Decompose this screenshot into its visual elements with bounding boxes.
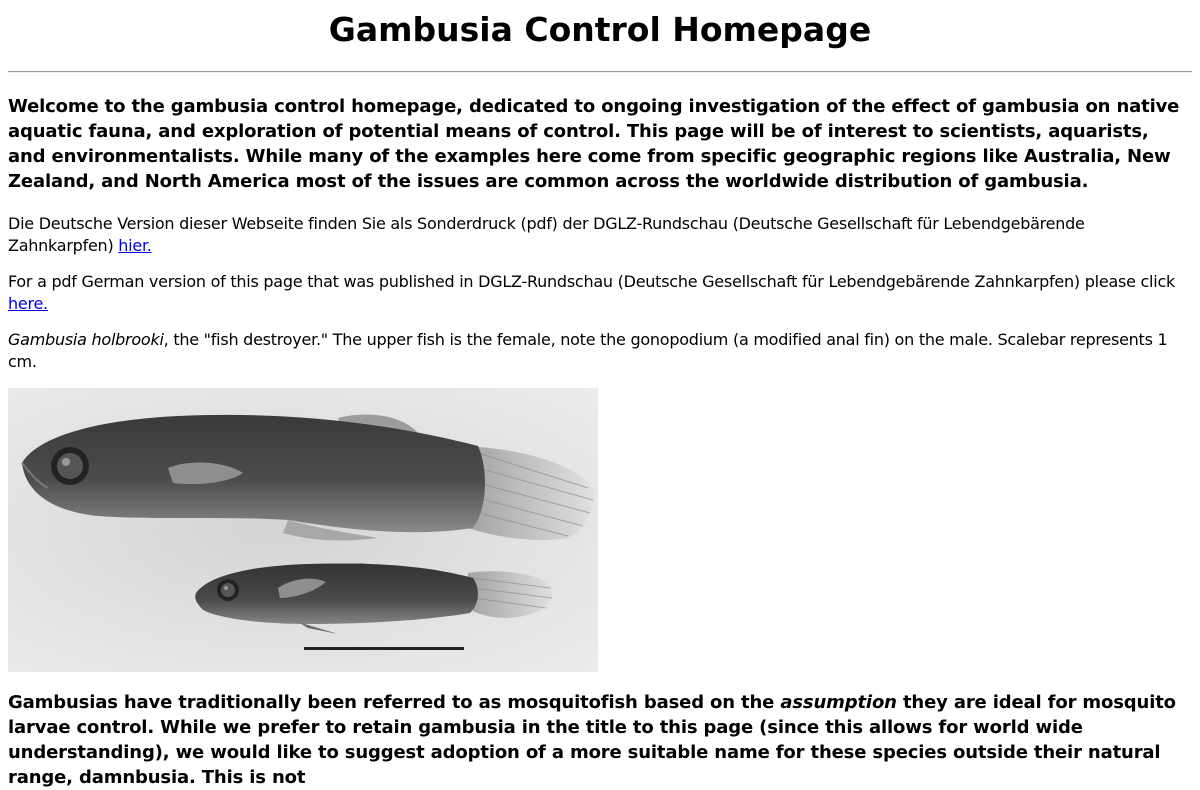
english-version-paragraph <box>8 271 1192 315</box>
german-pdf-link[interactable]: hier. <box>118 236 152 255</box>
mosquitofish-text-1: Gambusias have traditionally been referred to as mosquitofish based on the <box>8 692 781 713</box>
scalebar <box>304 647 464 650</box>
caption-species-name: Gambusia holbrooki <box>8 330 164 349</box>
gambusia-fish-illustration <box>8 388 598 672</box>
english-pdf-link[interactable]: here. <box>8 294 48 313</box>
male-fish <box>195 563 553 634</box>
photo-caption <box>8 329 1192 373</box>
intro-paragraph: Welcome to the gambusia control homepage, dedicated to ongoing investigation of the effect of gambusia on native aquatic fauna, and exploration of potential means of control. This page will be of interest to scientists, aquarists, and environmentalists. While many of the examples here come from specific geographic regions like Australia, New Zealand, and North America most of the issues are common across the worldwide distribution of gambusia. <box>8 96 1180 192</box>
mosquitofish-emphasis: assumption <box>780 692 897 713</box>
page-title: Gambusia Control Homepage <box>328 10 872 49</box>
mosquitofish-paragraph <box>8 690 1192 790</box>
english-version-text: For a pdf German version of this page that was published in DGLZ-Rundschau (Deutsche Gesellschaft für Lebendgebärende Zahnkarpfen) please click <box>8 272 1176 291</box>
german-version-text: Die Deutsche Version dieser Webseite finden Sie als Sonderdruck (pdf) der DGLZ-Rundschau (Deutsche Gesellschaft für Lebendgebärende Zahnkarpfen) <box>8 214 1085 255</box>
female-fish <box>22 414 594 540</box>
title-divider <box>8 71 1192 73</box>
german-version-paragraph <box>8 213 1192 257</box>
mosquitofish-text-2: they are ideal for mosquito larvae control. While we prefer to retain gambusia in the title to this page (since this allows for world wide understanding), we would like to suggest adoption of a more suitable name for these species outside their natural range, damnbusia. This is not <box>8 692 1176 788</box>
caption-text: , the "fish destroyer." The upper fish is the female, note the gonopodium (a modified anal fin) on the male. Scalebar represents 1 cm. <box>8 330 1168 371</box>
gambusia-photo <box>8 388 598 672</box>
